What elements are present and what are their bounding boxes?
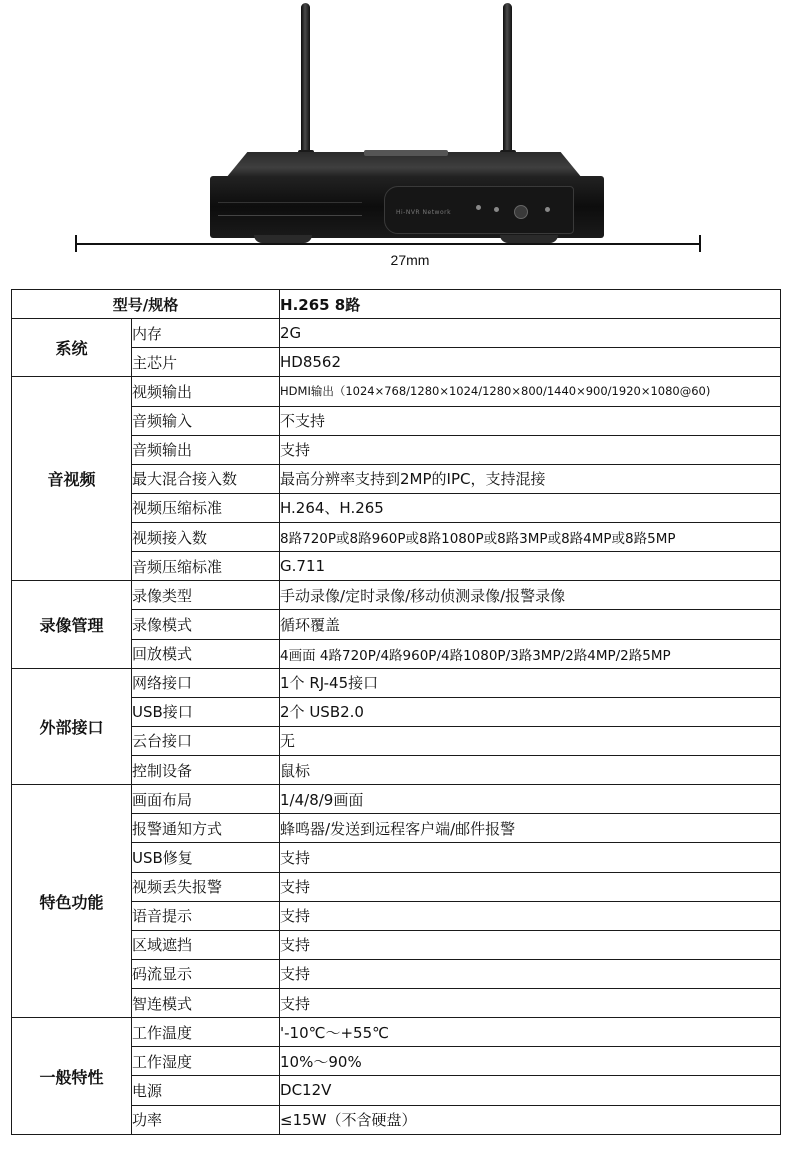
spec-value: 循环覆盖: [280, 610, 781, 639]
device-top-slot: [364, 150, 448, 156]
spec-value: 最高分辨率支持到2MP的IPC，支持混接: [280, 464, 781, 493]
spec-value: 鼠标: [280, 756, 781, 785]
spec-label: 最大混合接入数: [132, 464, 280, 493]
dimension-label: 27mm: [390, 252, 430, 268]
table-row: [12, 319, 781, 348]
table-header-row: [12, 290, 781, 319]
dimension-tick-right: [699, 235, 701, 252]
spec-value: 支持: [280, 959, 781, 988]
device-brand-text: Hi-NVR Network: [396, 209, 452, 216]
spec-label: 工作湿度: [132, 1047, 280, 1076]
spec-label: 音频输入: [132, 406, 280, 435]
spec-value: '-10℃～+55℃: [280, 1018, 781, 1047]
group-label: 特色功能: [12, 785, 132, 1018]
spec-value: 手动录像/定时录像/移动侦测录像/报警录像: [280, 581, 781, 610]
spec-label: 视频压缩标准: [132, 493, 280, 522]
spec-value: 支持: [280, 872, 781, 901]
spec-value: 2G: [280, 319, 781, 348]
header-model-label: 型号/规格: [12, 290, 280, 319]
spec-label: 功率: [132, 1105, 280, 1135]
spec-label: 主芯片: [132, 348, 280, 377]
spec-label: 录像类型: [132, 581, 280, 610]
spec-label: 音频输出: [132, 435, 280, 464]
table-row: [12, 1018, 781, 1047]
status-led-icon: [494, 207, 499, 212]
group-label: 音视频: [12, 377, 132, 581]
spec-value: G.711: [280, 552, 781, 581]
spec-label: 内存: [132, 319, 280, 348]
spec-label: 录像模式: [132, 610, 280, 639]
spec-label: 视频接入数: [132, 523, 280, 552]
device-front-groove: [218, 202, 362, 216]
spec-value: 1个 RJ-45接口: [280, 668, 781, 697]
spec-value: 无: [280, 726, 781, 755]
spec-value: HD8562: [280, 348, 781, 377]
spec-label: 回放模式: [132, 639, 280, 668]
spec-label: 控制设备: [132, 756, 280, 785]
table-row: [12, 581, 781, 610]
spec-value: 8路720P或8路960P或8路1080P或8路3MP或8路4MP或8路5MP: [280, 523, 781, 552]
product-image: [0, 0, 790, 285]
spec-value: 1/4/8/9画面: [280, 785, 781, 814]
spec-value: 10%～90%: [280, 1047, 781, 1076]
group-label: 录像管理: [12, 581, 132, 668]
group-label: 系统: [12, 319, 132, 377]
group-label: 外部接口: [12, 668, 132, 785]
spec-label: 工作温度: [132, 1018, 280, 1047]
spec-label: 画面布局: [132, 785, 280, 814]
spec-label: 码流显示: [132, 959, 280, 988]
antenna-left: [301, 3, 310, 155]
spec-table: [11, 289, 781, 1135]
spec-value: 支持: [280, 843, 781, 872]
antenna-right: [503, 3, 512, 155]
spec-value: HDMI输出（1024×768/1280×1024/1280×800/1440×900/1920×1080@60): [280, 377, 781, 406]
spec-value: ≤15W（不含硬盘）: [280, 1105, 781, 1135]
spec-label: 音频压缩标准: [132, 552, 280, 581]
table-row: [12, 668, 781, 697]
device-foot-left: [254, 235, 312, 243]
spec-value: H.264、H.265: [280, 493, 781, 522]
status-led-icon: [545, 207, 550, 212]
spec-label: 云台接口: [132, 726, 280, 755]
spec-label: 电源: [132, 1076, 280, 1105]
ir-receiver-icon: [514, 205, 528, 219]
spec-label: 区域遮挡: [132, 930, 280, 959]
table-row: [12, 785, 781, 814]
spec-value: DC12V: [280, 1076, 781, 1105]
spec-value: 支持: [280, 901, 781, 930]
spec-value: 支持: [280, 930, 781, 959]
spec-label: USB修复: [132, 843, 280, 872]
spec-value: 蜂鸣器/发送到远程客户端/邮件报警: [280, 814, 781, 843]
spec-value: 4画面 4路720P/4路960P/4路1080P/3路3MP/2路4MP/2路5MP: [280, 639, 781, 668]
spec-value: 支持: [280, 989, 781, 1018]
spec-value: 支持: [280, 435, 781, 464]
spec-label: 视频丢失报警: [132, 872, 280, 901]
spec-label: 语音提示: [132, 901, 280, 930]
device-foot-right: [500, 235, 558, 243]
status-led-icon: [476, 205, 481, 210]
table-row: [12, 377, 781, 406]
header-model-value: H.265 8路: [280, 290, 781, 319]
spec-value: 不支持: [280, 406, 781, 435]
spec-label: 智连模式: [132, 989, 280, 1018]
dimension-line: [75, 243, 701, 245]
spec-label: 视频输出: [132, 377, 280, 406]
spec-label: USB接口: [132, 697, 280, 726]
spec-label: 网络接口: [132, 668, 280, 697]
group-label: 一般特性: [12, 1018, 132, 1135]
spec-value: 2个 USB2.0: [280, 697, 781, 726]
spec-label: 报警通知方式: [132, 814, 280, 843]
